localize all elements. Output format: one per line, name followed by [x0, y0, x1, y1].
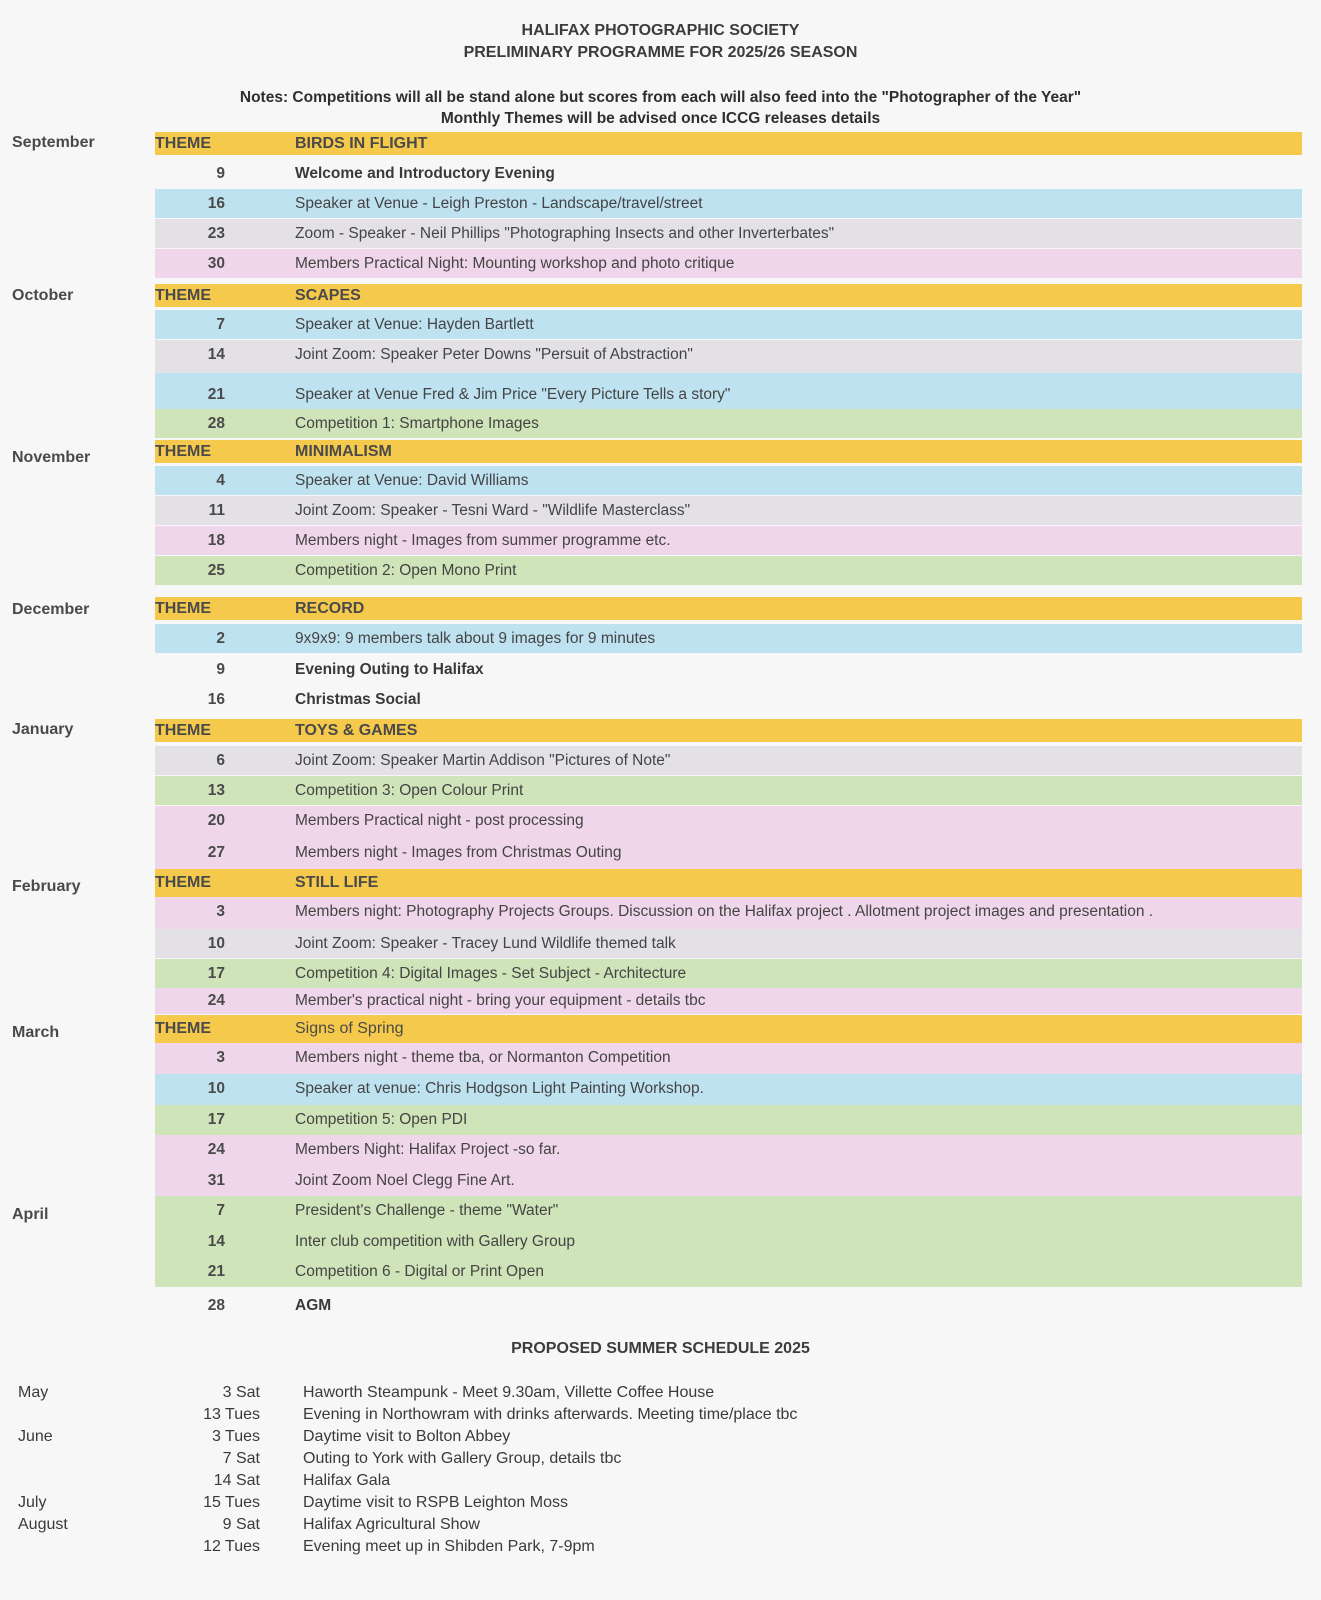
summer-day: 7 Sat: [222, 1450, 260, 1467]
event-row: [155, 959, 1302, 988]
summer-row: [0, 1538, 1321, 1560]
event-day: 16: [207, 195, 225, 212]
event-row: [155, 556, 1302, 585]
theme-label: THEME: [155, 600, 211, 617]
summer-desc: Evening in Northowram with drinks afterwards. Meeting time/place tbc: [303, 1406, 798, 1423]
event-day: 27: [207, 844, 225, 861]
theme-label: THEME: [155, 1020, 211, 1037]
summer-day: 13 Tues: [203, 1406, 260, 1423]
event-desc: Welcome and Introductory Evening: [295, 165, 555, 182]
summer-desc: Evening meet up in Shibden Park, 7-9pm: [303, 1538, 595, 1555]
event-row: [155, 624, 1302, 653]
event-day: 17: [207, 965, 225, 982]
event-desc: AGM: [295, 1297, 332, 1314]
summer-desc: Haworth Steampunk - Meet 9.30am, Villette Coffee House: [303, 1384, 715, 1401]
summer-schedule-title: PROPOSED SUMMER SCHEDULE 2025: [511, 1340, 810, 1357]
event-row: [155, 1074, 1302, 1105]
event-day: 7: [216, 1202, 225, 1219]
summer-month: May: [18, 1384, 49, 1401]
summer-month: June: [18, 1428, 53, 1445]
theme-label: THEME: [155, 722, 211, 739]
event-day: 14: [207, 346, 225, 363]
event-row: [155, 249, 1302, 278]
event-row: [155, 310, 1302, 339]
theme-name: SCAPES: [295, 287, 361, 304]
notes-line-1: Notes: Competitions will all be stand alone but scores from each will also feed into the "Photographer of the Year": [239, 89, 1082, 106]
summer-row: [0, 1472, 1321, 1494]
event-desc: President's Challenge - theme "Water": [295, 1202, 559, 1219]
event-row: [155, 496, 1302, 525]
theme-row-december: [155, 597, 1302, 620]
event-day: 10: [207, 1080, 225, 1097]
event-desc: Competition 3: Open Colour Print: [295, 782, 524, 799]
event-desc: Joint Zoom: Speaker Peter Downs "Persuit of Abstraction": [295, 346, 693, 363]
summer-row: [0, 1516, 1321, 1538]
month-label-november: November: [12, 449, 91, 466]
summer-row: [0, 1406, 1321, 1428]
event-desc: Members night: Photography Projects Groups. Discussion on the Halifax project . Allotment project images and presentation .: [295, 903, 1154, 920]
event-row: [155, 466, 1302, 495]
theme-row-february: [155, 869, 1302, 897]
event-row: [155, 1227, 1302, 1257]
month-label-february: February: [12, 878, 81, 895]
event-desc: Joint Zoom: Speaker - Tracey Lund Wildlife themed talk: [295, 935, 676, 952]
event-desc: Christmas Social: [295, 691, 421, 708]
theme-name: Signs of Spring: [295, 1020, 404, 1037]
event-row: [155, 988, 1302, 1014]
event-row: [155, 526, 1302, 555]
theme-row-october: [155, 284, 1302, 307]
event-row: [155, 1291, 1302, 1320]
summer-month: July: [18, 1494, 47, 1511]
event-row: [155, 1257, 1302, 1287]
event-row: [155, 806, 1302, 838]
summer-desc: Daytime visit to RSPB Leighton Moss: [303, 1494, 568, 1511]
event-row: [155, 1105, 1302, 1135]
event-row: [155, 1166, 1302, 1196]
event-desc: Members night - Images from summer programme etc.: [295, 532, 671, 549]
theme-name: BIRDS IN FLIGHT: [295, 135, 428, 152]
event-day: 24: [207, 992, 225, 1009]
summer-row: [0, 1450, 1321, 1472]
event-day: 10: [207, 935, 225, 952]
event-row: [155, 409, 1302, 438]
theme-name: MINIMALISM: [295, 443, 392, 460]
summer-desc: Daytime visit to Bolton Abbey: [303, 1428, 511, 1445]
event-row: [155, 1135, 1302, 1166]
theme-name: STILL LIFE: [295, 874, 379, 891]
event-desc: Members Practical night - post processing: [295, 812, 584, 829]
event-day: 28: [207, 1297, 225, 1314]
event-desc: Member's practical night - bring your equipment - details tbc: [295, 992, 706, 1009]
event-desc: Competition 5: Open PDI: [295, 1111, 468, 1128]
event-desc: Competition 6 - Digital or Print Open: [295, 1263, 544, 1280]
summer-row: [0, 1384, 1321, 1406]
event-row: [155, 655, 1302, 684]
event-day: 23: [207, 225, 225, 242]
event-day: 9: [216, 165, 225, 182]
event-desc: Inter club competition with Gallery Group: [295, 1233, 575, 1250]
event-desc: Competition 2: Open Mono Print: [295, 562, 517, 579]
event-desc: Zoom - Speaker - Neil Phillips "Photographing Insects and other Inverterbates": [295, 225, 835, 242]
event-day: 25: [207, 562, 225, 579]
month-label-april: April: [12, 1206, 49, 1223]
event-day: 24: [207, 1141, 225, 1158]
event-row: [155, 929, 1302, 958]
theme-name: RECORD: [295, 600, 365, 617]
summer-desc: Halifax Agricultural Show: [303, 1516, 480, 1533]
summer-row: [0, 1428, 1321, 1450]
summer-row: [0, 1494, 1321, 1516]
event-row: [155, 746, 1302, 775]
event-row: [155, 1196, 1302, 1227]
event-desc: Competition 4: Digital Images - Set Subject - Architecture: [295, 965, 687, 982]
event-desc: Joint Zoom: Speaker Martin Addison "Pictures of Note": [295, 752, 671, 769]
event-day: 17: [207, 1111, 225, 1128]
event-day: 9: [216, 661, 225, 678]
event-day: 16: [207, 691, 225, 708]
notes-line-2: Monthly Themes will be advised once ICCG releases details: [440, 110, 881, 127]
event-desc: Joint Zoom Noel Clegg Fine Art.: [295, 1172, 515, 1189]
event-desc: Members night - theme tba, or Normanton Competition: [295, 1049, 671, 1066]
event-row: [155, 776, 1302, 805]
event-day: 18: [207, 532, 225, 549]
event-row: [155, 340, 1302, 373]
summer-day: 9 Sat: [222, 1516, 260, 1533]
summer-day: 14 Sat: [213, 1472, 260, 1489]
event-desc: Members Practical Night: Mounting workshop and photo critique: [295, 255, 735, 272]
month-label-october: October: [12, 287, 74, 304]
event-desc: Speaker at Venue: Hayden Bartlett: [295, 316, 534, 333]
event-desc: Speaker at Venue: David Williams: [295, 472, 529, 489]
event-day: 13: [207, 782, 225, 799]
event-row: [155, 897, 1302, 929]
event-day: 7: [216, 316, 225, 333]
summer-day: 15 Tues: [203, 1494, 260, 1511]
event-desc: Joint Zoom: Speaker - Tesni Ward - "Wildlife Masterclass": [295, 502, 691, 519]
theme-label: THEME: [155, 287, 211, 304]
event-day: 4: [216, 472, 225, 489]
summer-desc: Outing to York with Gallery Group, details tbc: [303, 1450, 622, 1467]
event-desc: Members Night: Halifax Project -so far.: [295, 1141, 561, 1158]
theme-label: THEME: [155, 874, 211, 891]
theme-row-november: [155, 440, 1302, 463]
summer-day: 3 Tues: [211, 1428, 260, 1445]
theme-name: TOYS & GAMES: [295, 722, 418, 739]
document-title: HALIFAX PHOTOGRAPHIC SOCIETY: [521, 22, 800, 39]
event-row: [155, 373, 1302, 409]
summer-desc: Halifax Gala: [303, 1472, 391, 1489]
theme-label: THEME: [155, 135, 211, 152]
event-day: 31: [207, 1172, 225, 1189]
event-day: 3: [216, 1049, 225, 1066]
event-desc: Members night - Images from Christmas Outing: [295, 844, 622, 861]
event-day: 30: [207, 255, 225, 272]
summer-month: August: [18, 1516, 68, 1533]
event-row: [155, 838, 1302, 869]
event-day: 14: [207, 1233, 225, 1250]
event-day: 21: [207, 1263, 225, 1280]
event-day: 28: [207, 415, 225, 432]
event-desc: Evening Outing to Halifax: [295, 661, 484, 678]
event-row: [155, 159, 1302, 188]
event-day: 3: [216, 903, 225, 920]
event-row: [155, 685, 1302, 714]
theme-row-september: [155, 132, 1302, 155]
theme-row-january: [155, 719, 1302, 742]
event-desc: Speaker at venue: Chris Hodgson Light Painting Workshop.: [295, 1080, 704, 1097]
event-day: 11: [208, 502, 225, 519]
month-label-september: September: [12, 134, 95, 151]
month-label-december: December: [12, 601, 90, 618]
event-row: [155, 1043, 1302, 1074]
month-label-march: March: [12, 1024, 60, 1041]
event-day: 21: [207, 386, 225, 403]
event-desc: 9x9x9: 9 members talk about 9 images for 9 minutes: [295, 630, 656, 647]
summer-day: 3 Sat: [222, 1384, 260, 1401]
summer-day: 12 Tues: [203, 1538, 260, 1555]
month-label-january: January: [12, 721, 74, 738]
document-subtitle: PRELIMINARY PROGRAMME FOR 2025/26 SEASON: [463, 44, 858, 61]
event-day: 6: [216, 752, 225, 769]
theme-row-march: [155, 1015, 1302, 1043]
event-desc: Competition 1: Smartphone Images: [295, 415, 539, 432]
theme-label: THEME: [155, 443, 211, 460]
event-row: [155, 219, 1302, 248]
event-row: [155, 189, 1302, 218]
event-desc: Speaker at Venue Fred & Jim Price "Every Picture Tells a story": [295, 386, 731, 403]
event-desc: Speaker at Venue - Leigh Preston - Landscape/travel/street: [295, 195, 703, 212]
event-day: 2: [216, 630, 225, 647]
event-day: 20: [207, 812, 225, 829]
